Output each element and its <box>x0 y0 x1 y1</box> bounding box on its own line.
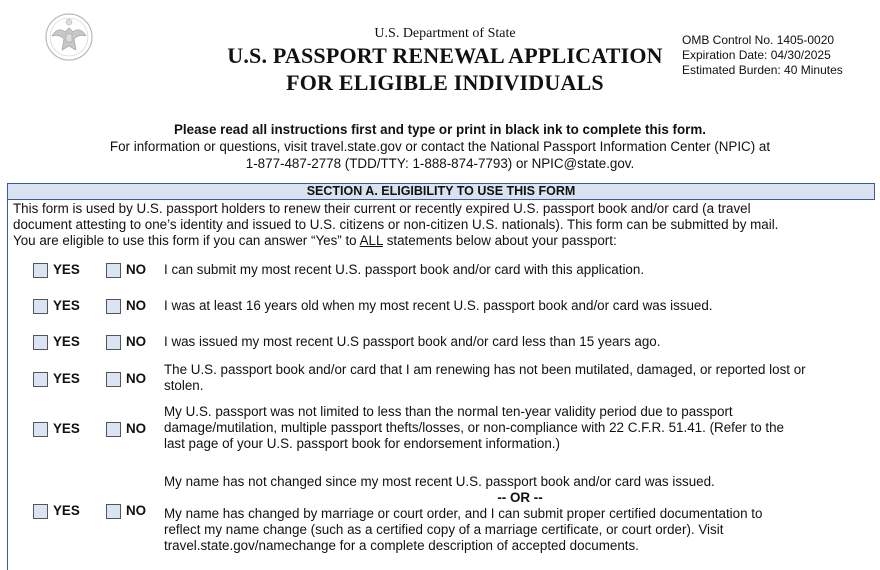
department-of-state-seal-icon <box>44 12 94 62</box>
yes-label: YES <box>53 421 80 436</box>
yes-checkbox[interactable] <box>33 504 48 519</box>
statement-line: last page of your U.S. passport book for endorsement information.) <box>164 436 560 451</box>
no-label: NO <box>126 298 147 313</box>
yes-checkbox[interactable] <box>33 335 48 350</box>
no-label: NO <box>126 503 147 518</box>
department-name: U.S. Department of State <box>374 26 516 41</box>
yes-checkbox[interactable] <box>33 372 48 387</box>
yes-checkbox[interactable] <box>33 422 48 437</box>
statement-line: I can submit my most recent U.S. passport book and/or card with this application. <box>164 262 645 277</box>
or-separator: -- OR -- <box>497 490 543 505</box>
eligibility-statement <box>164 262 876 278</box>
no-checkbox[interactable] <box>106 422 121 437</box>
statement-line: travel.state.gov/namechange for a complete description of accepted documents. <box>164 538 639 553</box>
omb-block <box>682 33 843 78</box>
no-checkbox[interactable] <box>106 263 121 278</box>
statement-line: I was issued my most recent U.S passport book and/or card less than 15 years ago. <box>164 334 661 349</box>
instructions-line3: 1-877-487-2778 (TDD/TTY: 1-888-874-7793) or NPIC@state.gov. <box>245 156 635 171</box>
yes-label: YES <box>53 371 80 386</box>
eligibility-statement <box>164 334 876 350</box>
section-border <box>7 199 8 570</box>
section-a-intro <box>13 201 873 249</box>
yes-label: YES <box>53 503 80 518</box>
no-checkbox[interactable] <box>106 504 121 519</box>
intro-line3-post: statements below about your passport: <box>382 233 617 248</box>
yes-label: YES <box>53 334 80 349</box>
form-header <box>180 26 710 96</box>
yes-label: YES <box>53 262 80 277</box>
yes-label: YES <box>53 298 80 313</box>
no-checkbox[interactable] <box>106 335 121 350</box>
no-label: NO <box>126 371 147 386</box>
intro-line2: document attesting to one’s identity and issued to U.S. citizens or non-citizen U.S. nationals). This form can be submitted by mail. <box>13 217 779 232</box>
eligibility-statement <box>164 362 876 394</box>
statement-line: The U.S. passport book and/or card that I am renewing has not been mutilated, damaged, or reported lost or <box>164 362 806 377</box>
form-title-line1: U.S. PASSPORT RENEWAL APPLICATION <box>227 43 663 68</box>
no-label: NO <box>126 334 147 349</box>
instructions <box>0 121 880 172</box>
statement-line: I was at least 16 years old when my most recent U.S. passport book and/or card was issued. <box>164 298 713 313</box>
intro-line3-emphasis: ALL <box>359 233 383 248</box>
eligibility-statement <box>164 404 876 452</box>
intro-line3-pre: You are eligible to use this form if you can answer “Yes” to <box>13 233 360 248</box>
omb-control-number: OMB Control No. 1405-0020 <box>682 33 835 47</box>
statement-line: damage/mutilation, multiple passport thefts/losses, or non-compliance with 22 C.F.R. 51.41. (Refer to the <box>164 420 784 435</box>
instructions-line1: Please read all instructions first and type or print in black ink to complete this form. <box>173 122 707 137</box>
statement-line: My name has changed by marriage or court order, and I can submit proper certified documentation to <box>164 506 763 521</box>
eligibility-statement <box>164 298 876 314</box>
statement-line: stolen. <box>164 378 204 393</box>
yes-checkbox[interactable] <box>33 299 48 314</box>
intro-line1: This form is used by U.S. passport holders to renew their current or recently expired U.S. passport book and/or card (a travel <box>13 201 751 216</box>
eligibility-statement <box>164 474 876 554</box>
estimated-burden: Estimated Burden: 40 Minutes <box>682 63 843 77</box>
instructions-line2: For information or questions, visit travel.state.gov or contact the National Passport Information Center (NPIC) at <box>109 139 771 154</box>
no-checkbox[interactable] <box>106 299 121 314</box>
no-label: NO <box>126 262 147 277</box>
section-a-header: SECTION A. ELIGIBILITY TO USE THIS FORM <box>7 183 875 200</box>
no-label: NO <box>126 421 147 436</box>
no-checkbox[interactable] <box>106 372 121 387</box>
expiration-date: Expiration Date: 04/30/2025 <box>682 48 831 62</box>
yes-checkbox[interactable] <box>33 263 48 278</box>
form-title-line2: FOR ELIGIBLE INDIVIDUALS <box>286 70 604 95</box>
statement-line: My U.S. passport was not limited to less than the normal ten-year validity period due to passport <box>164 404 733 419</box>
statement-line: My name has not changed since my most recent U.S. passport book and/or card was issued. <box>164 474 715 489</box>
intro-line3 <box>13 233 873 249</box>
statement-line: reflect my name change (such as a certified copy of a marriage certificate, or court order). Visit <box>164 522 724 537</box>
